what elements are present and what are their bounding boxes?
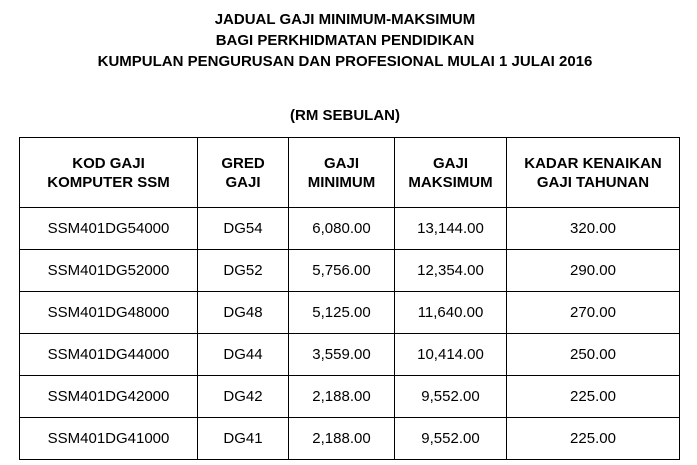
cell-gaji-minimum: 2,188.00 [289,376,395,418]
cell-gred: DG44 [198,334,289,376]
cell-gred: DG54 [198,208,289,250]
cell-kadar-kenaikan: 270.00 [507,292,680,334]
cell-kadar-kenaikan: 320.00 [507,208,680,250]
cell-gaji-maksimum: 9,552.00 [395,376,507,418]
cell-kod-gaji: SSM401DG41000 [20,418,198,460]
header-gred-gaji [198,138,289,208]
header-kod-gaji [20,138,198,208]
header-line: GAJI [225,173,261,191]
cell-gred: DG41 [198,418,289,460]
cell-kadar-kenaikan: 250.00 [507,334,680,376]
cell-gaji-maksimum: 12,354.00 [395,250,507,292]
cell-gaji-minimum: 2,188.00 [289,418,395,460]
cell-gaji-maksimum: 13,144.00 [395,208,507,250]
cell-kadar-kenaikan: 290.00 [507,250,680,292]
header-line: MAKSIMUM [408,173,493,191]
cell-kadar-kenaikan: 225.00 [507,376,680,418]
title-line-1: JADUAL GAJI MINIMUM-MAKSIMUM [214,11,476,28]
header-kadar-kenaikan [507,138,680,208]
document-title [0,9,690,72]
cell-gaji-minimum: 3,559.00 [289,334,395,376]
cell-kod-gaji: SSM401DG48000 [20,292,198,334]
currency-unit-label: (RM SEBULAN) [290,107,400,124]
cell-gaji-maksimum: 10,414.00 [395,334,507,376]
table-row [20,208,680,250]
table-row [20,250,680,292]
cell-kod-gaji: SSM401DG42000 [20,376,198,418]
header-line: KOMPUTER SSM [47,173,170,191]
header-line: KOD GAJI [72,154,145,172]
header-line: GAJI [323,154,359,172]
title-line-3: KUMPULAN PENGURUSAN DAN PROFESIONAL MULAI 1 JULAI 2016 [97,53,593,70]
cell-gred: DG42 [198,376,289,418]
header-gaji-maksimum [395,138,507,208]
title-line-2: BAGI PERKHIDMATAN PENDIDIKAN [215,32,475,49]
cell-kadar-kenaikan: 225.00 [507,418,680,460]
cell-gred: DG52 [198,250,289,292]
table-header-row [20,138,680,208]
cell-gaji-minimum: 5,125.00 [289,292,395,334]
cell-gred: DG48 [198,292,289,334]
table-row [20,376,680,418]
table-row [20,418,680,460]
cell-gaji-maksimum: 9,552.00 [395,418,507,460]
table-row [20,292,680,334]
header-line: GRED [221,154,265,172]
header-line: MINIMUM [307,173,376,191]
cell-kod-gaji: SSM401DG44000 [20,334,198,376]
header-line: KADAR KENAIKAN [524,154,662,172]
cell-gaji-minimum: 6,080.00 [289,208,395,250]
cell-kod-gaji: SSM401DG52000 [20,250,198,292]
table-row [20,334,680,376]
header-line: GAJI [432,154,468,172]
salary-table [19,137,680,460]
cell-gaji-maksimum: 11,640.00 [395,292,507,334]
header-line: GAJI TAHUNAN [536,173,650,191]
cell-gaji-minimum: 5,756.00 [289,250,395,292]
cell-kod-gaji: SSM401DG54000 [20,208,198,250]
header-gaji-minimum [289,138,395,208]
